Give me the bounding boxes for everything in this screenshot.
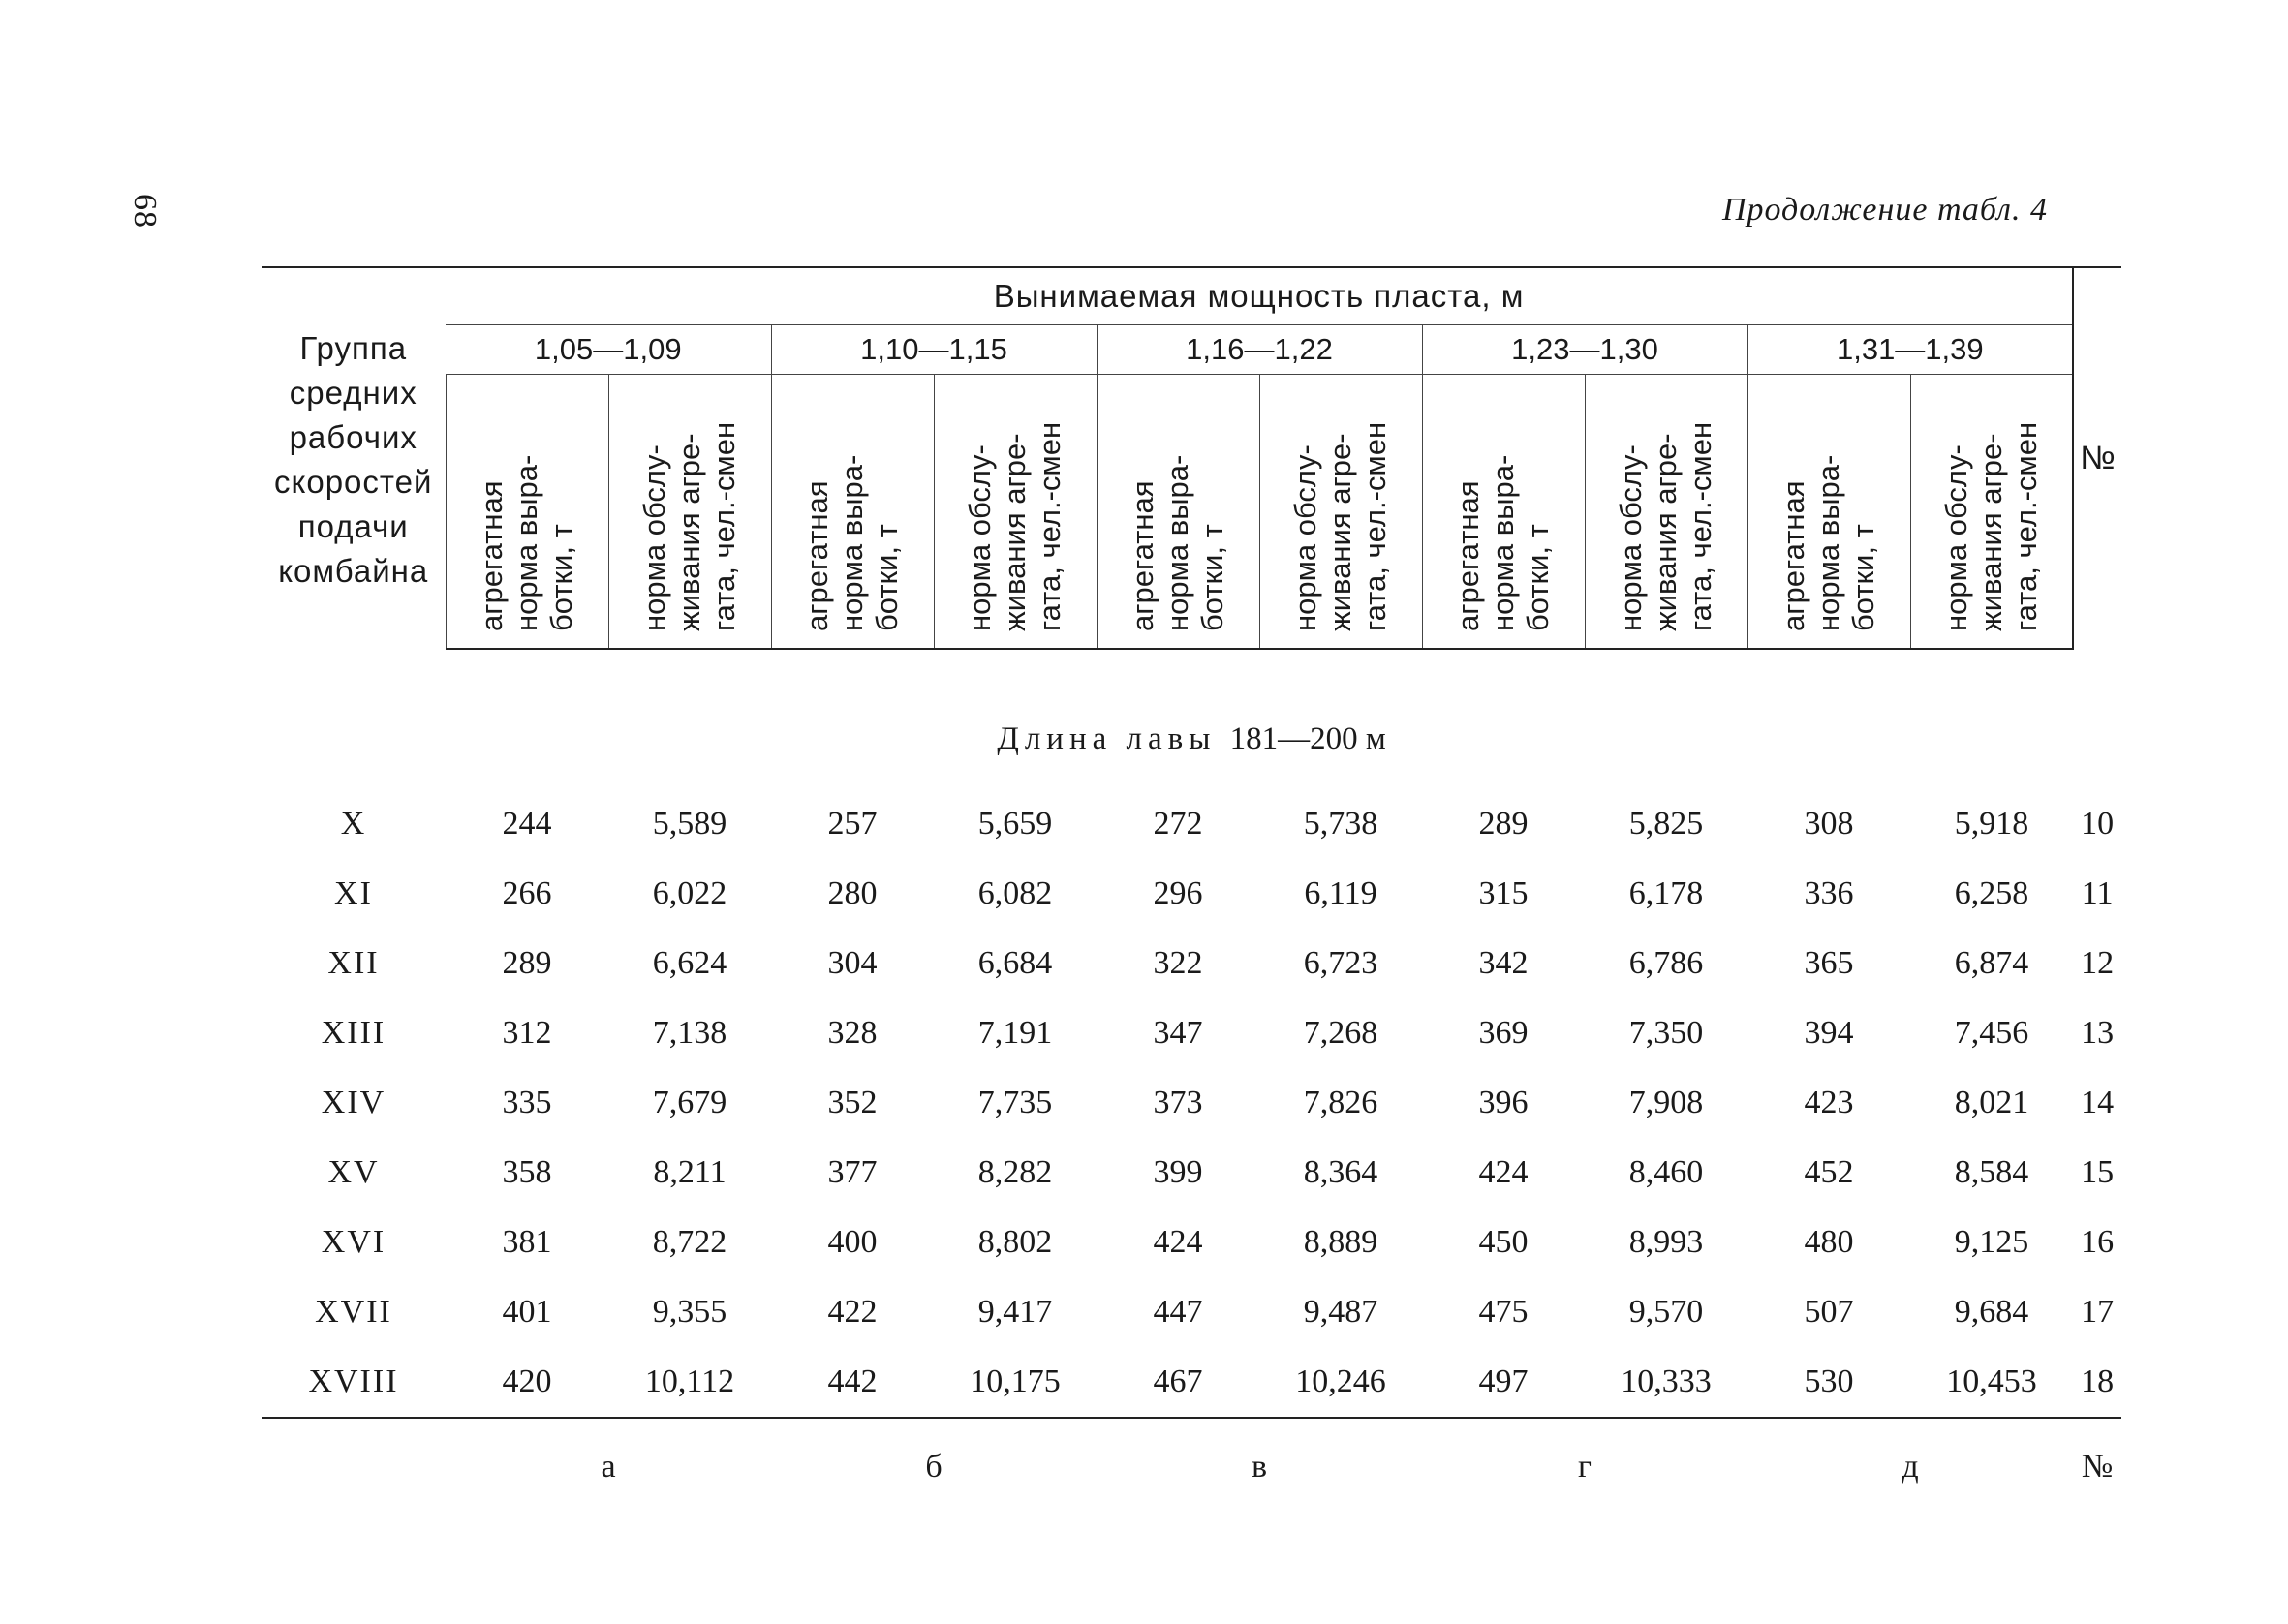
section-title-text: Длина лавы	[997, 720, 1217, 756]
speed-group-cell: XII	[327, 945, 380, 981]
value-cell: 8,802	[977, 1224, 1053, 1260]
value-cell: 422	[827, 1294, 878, 1330]
vertical-header-text: агрегатная норма выра-ботки, т	[475, 454, 578, 631]
table-row	[262, 859, 2121, 929]
output-norm-header-1	[446, 375, 608, 650]
value-cell: 336	[1804, 875, 1854, 911]
value-cell: 9,570	[1628, 1294, 1704, 1330]
value-cell: 272	[1153, 806, 1203, 842]
value-cell: 6,723	[1303, 945, 1378, 981]
value-cell: 507	[1804, 1294, 1854, 1330]
value-cell: 5,659	[977, 806, 1053, 842]
footer-number-symbol: №	[2081, 1449, 2114, 1485]
value-cell: 8,364	[1303, 1154, 1378, 1190]
vertical-header-text: норма обслу-живания агре-гата, чел.-смен	[1938, 421, 2043, 631]
value-cell: 447	[1153, 1294, 1203, 1330]
value-cell: 5,918	[1954, 806, 2029, 842]
value-cell: 10,175	[934, 1347, 1097, 1418]
value-cell: 280	[827, 875, 878, 911]
value-cell: 399	[1153, 1154, 1203, 1190]
value-cell: 442	[771, 1347, 934, 1418]
value-cell: 424	[1153, 1224, 1203, 1260]
value-cell: 9,487	[1303, 1294, 1378, 1330]
row-number-cell: 18	[2073, 1347, 2121, 1418]
speed-group-cell: XV	[327, 1154, 380, 1190]
value-cell: 9,125	[1954, 1224, 2029, 1260]
vertical-header-text: агрегатная норма выра-ботки, т	[1126, 454, 1229, 631]
range-header-5: 1,31—1,39	[1747, 325, 2073, 375]
row-number-cell: 14	[2081, 1085, 2115, 1120]
value-cell: 373	[1153, 1085, 1203, 1120]
footer-letter-2: б	[925, 1449, 943, 1485]
speed-group-cell: XVII	[315, 1294, 392, 1330]
value-cell: 289	[1478, 806, 1529, 842]
value-cell: 365	[1804, 945, 1854, 981]
value-cell: 6,119	[1304, 875, 1377, 911]
value-cell: 8,889	[1303, 1224, 1378, 1260]
value-cell: 497	[1422, 1347, 1585, 1418]
output-norm-header-5	[1747, 375, 1910, 650]
value-cell: 8,584	[1954, 1154, 2029, 1190]
vertical-header-text: агрегатная норма выра-ботки, т	[800, 454, 904, 631]
section-range: 181—200 м	[1229, 720, 1386, 756]
table-row	[262, 998, 2121, 1068]
value-cell: 6,178	[1628, 875, 1704, 911]
value-cell: 5,589	[652, 806, 727, 842]
value-cell: 6,874	[1954, 945, 2029, 981]
value-cell: 9,684	[1954, 1294, 2029, 1330]
value-cell: 6,258	[1954, 875, 2029, 911]
vertical-header-text: агрегатная норма выра-ботки, т	[1777, 454, 1880, 631]
value-cell: 5,738	[1303, 806, 1378, 842]
value-cell: 452	[1804, 1154, 1854, 1190]
value-cell: 8,021	[1954, 1085, 2029, 1120]
value-cell: 7,191	[977, 1015, 1053, 1051]
value-cell: 9,417	[977, 1294, 1053, 1330]
value-cell: 6,082	[977, 875, 1053, 911]
row-number-cell: 16	[2081, 1224, 2115, 1260]
table-row	[262, 1347, 2121, 1418]
value-cell: 10,246	[1259, 1347, 1422, 1418]
value-cell: 7,735	[977, 1085, 1053, 1120]
value-cell: 7,908	[1628, 1085, 1704, 1120]
value-cell: 369	[1478, 1015, 1529, 1051]
output-norm-header-2	[771, 375, 934, 650]
value-cell: 10,112	[608, 1347, 771, 1418]
footer-letter-4: г	[1578, 1449, 1592, 1485]
table-row	[262, 929, 2121, 998]
speed-group-cell: XIII	[321, 1015, 386, 1051]
value-cell: 6,022	[652, 875, 727, 911]
norms-table	[262, 266, 2121, 1516]
service-norm-header-3	[1259, 375, 1422, 650]
vertical-header-text: норма обслу-живания агре-гата, чел.-смен	[637, 421, 741, 631]
value-cell: 335	[502, 1085, 552, 1120]
footer-letter-5: д	[1902, 1449, 1919, 1485]
group-column-header: Группа средних рабочих скоростей подачи комбайна	[262, 267, 446, 649]
service-norm-header-4	[1585, 375, 1747, 650]
speed-group-cell: XIV	[321, 1085, 386, 1120]
row-number-cell: 13	[2081, 1015, 2115, 1051]
section-title	[262, 649, 2121, 789]
value-cell: 467	[1097, 1347, 1259, 1418]
value-cell: 244	[502, 806, 552, 842]
vertical-header-text: норма обслу-живания агре-гата, чел.-смен	[1288, 421, 1392, 631]
value-cell: 475	[1478, 1294, 1529, 1330]
vertical-header-text: агрегатная норма выра-ботки, т	[1451, 454, 1555, 631]
value-cell: 308	[1804, 806, 1854, 842]
vertical-header-text: норма обслу-живания агре-гата, чел.-смен	[963, 421, 1067, 631]
value-cell: 266	[502, 875, 552, 911]
value-cell: 7,350	[1628, 1015, 1704, 1051]
value-cell: 420	[446, 1347, 608, 1418]
value-cell: 6,624	[652, 945, 727, 981]
value-cell: 8,993	[1628, 1224, 1704, 1260]
table-row	[262, 1277, 2121, 1347]
value-cell: 10,333	[1585, 1347, 1747, 1418]
value-cell: 8,211	[653, 1154, 727, 1190]
value-cell: 7,826	[1303, 1085, 1378, 1120]
table-row	[262, 1068, 2121, 1138]
row-number-cell: 11	[2081, 875, 2114, 911]
service-norm-header-1	[608, 375, 771, 650]
footer-letter-1: а	[601, 1449, 616, 1485]
value-cell: 289	[502, 945, 552, 981]
speed-group-cell: XI	[334, 875, 373, 911]
row-number-cell: 17	[2081, 1294, 2115, 1330]
row-number-cell: 12	[2081, 945, 2115, 981]
speed-group-cell: X	[340, 806, 367, 842]
value-cell: 347	[1153, 1015, 1203, 1051]
data-table-container	[262, 266, 2121, 1516]
speed-group-cell: XVI	[321, 1224, 386, 1260]
value-cell: 296	[1153, 875, 1203, 911]
value-cell: 342	[1478, 945, 1529, 981]
value-cell: 394	[1804, 1015, 1854, 1051]
value-cell: 312	[502, 1015, 552, 1051]
value-cell: 480	[1804, 1224, 1854, 1260]
value-cell: 352	[827, 1085, 878, 1120]
vertical-header-text: норма обслу-живания агре-гата, чел.-смен	[1614, 421, 1717, 631]
range-header-3: 1,16—1,22	[1097, 325, 1422, 375]
value-cell: 396	[1478, 1085, 1529, 1120]
service-norm-header-5	[1910, 375, 2073, 650]
table-row	[262, 789, 2121, 859]
value-cell: 377	[827, 1154, 878, 1190]
value-cell: 322	[1153, 945, 1203, 981]
number-column-header: №	[2073, 267, 2121, 649]
value-cell: 304	[827, 945, 878, 981]
table-row	[262, 1138, 2121, 1208]
speed-group-cell: XVIII	[262, 1347, 446, 1418]
output-norm-header-4	[1422, 375, 1585, 650]
value-cell: 5,825	[1628, 806, 1704, 842]
value-cell: 6,684	[977, 945, 1053, 981]
value-cell: 8,460	[1628, 1154, 1704, 1190]
value-cell: 7,138	[652, 1015, 727, 1051]
value-cell: 381	[502, 1224, 552, 1260]
range-header-4: 1,23—1,30	[1422, 325, 1747, 375]
range-header-1: 1,05—1,09	[446, 325, 771, 375]
value-cell: 315	[1478, 875, 1529, 911]
value-cell: 8,722	[652, 1224, 727, 1260]
value-cell: 7,268	[1303, 1015, 1378, 1051]
service-norm-header-2	[934, 375, 1097, 650]
value-cell: 400	[827, 1224, 878, 1260]
value-cell: 10,453	[1910, 1347, 2073, 1418]
row-number-cell: 10	[2081, 806, 2115, 842]
continuation-caption: Продолжение табл. 4	[1721, 192, 2048, 228]
range-header-2: 1,10—1,15	[771, 325, 1097, 375]
table-row	[262, 1208, 2121, 1277]
value-cell: 7,456	[1954, 1015, 2029, 1051]
value-cell: 7,679	[652, 1085, 727, 1120]
footer-letter-3: в	[1251, 1449, 1268, 1485]
value-cell: 358	[502, 1154, 552, 1190]
value-cell: 423	[1804, 1085, 1854, 1120]
value-cell: 8,282	[977, 1154, 1053, 1190]
value-cell: 401	[502, 1294, 552, 1330]
row-number-cell: 15	[2081, 1154, 2115, 1190]
value-cell: 257	[827, 806, 878, 842]
value-cell: 424	[1478, 1154, 1529, 1190]
seam-thickness-header: Вынимаемая мощность пласта, м	[446, 267, 2073, 325]
page-number: 68	[127, 194, 163, 229]
output-norm-header-3	[1097, 375, 1259, 650]
footer-spacer	[262, 1418, 446, 1516]
value-cell: 6,786	[1628, 945, 1704, 981]
value-cell: 530	[1747, 1347, 1910, 1418]
value-cell: 328	[827, 1015, 878, 1051]
value-cell: 9,355	[652, 1294, 727, 1330]
value-cell: 450	[1478, 1224, 1529, 1260]
